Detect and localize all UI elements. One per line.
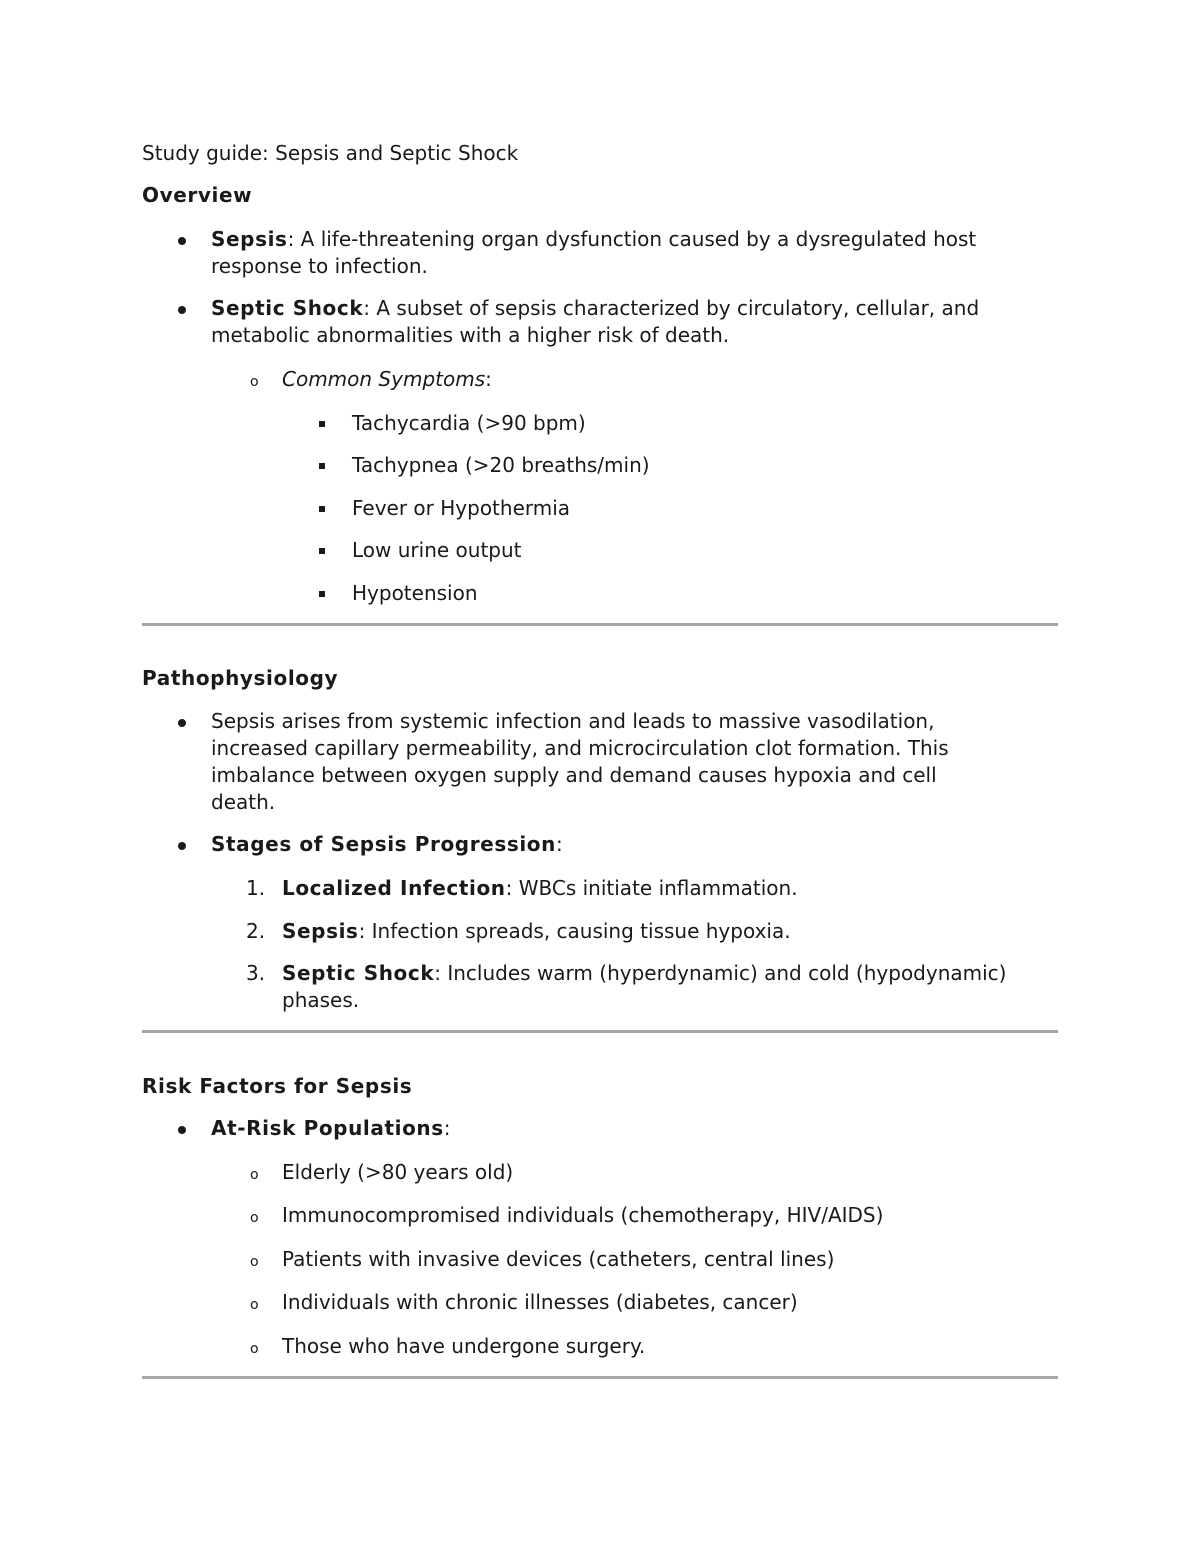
bullet-icon <box>178 719 186 727</box>
sepsis-definition-line1 <box>211 226 976 253</box>
at-risk-term: At-Risk Populations <box>211 1116 444 1140</box>
septic-shock-definition-line1 <box>211 295 979 322</box>
section-divider <box>142 1030 1058 1033</box>
risk-item: Patients with invasive devices (catheters, central lines) <box>282 1247 835 1271</box>
symptom-item: Tachypnea (>20 breaths/min) <box>352 453 650 477</box>
stage-number: 2. <box>246 919 266 943</box>
common-symptoms-italic: Common Symptoms <box>282 367 486 391</box>
stage-item <box>282 918 791 945</box>
sepsis-definition-text: : A life-threatening organ dysfunction caused by a dysregulated host <box>287 227 977 251</box>
symptom-item: Low urine output <box>352 538 522 562</box>
sepsis-definition-line2: response to infection. <box>211 254 428 278</box>
stage-item <box>282 875 798 902</box>
square-bullet-icon <box>319 591 325 597</box>
colon: : <box>555 832 563 856</box>
stage-term: Sepsis <box>282 919 359 943</box>
stage-term: Septic Shock <box>282 961 435 985</box>
septic-shock-definition-line2: metabolic abnormalities with a higher risk of death. <box>211 323 730 347</box>
risk-item: Elderly (>80 years old) <box>282 1160 514 1184</box>
circle-bullet-icon: o <box>250 1341 259 1357</box>
pathophysiology-paragraph-line: increased capillary permeability, and microcirculation clot formation. This <box>211 736 949 760</box>
circle-bullet-icon: o <box>250 1254 259 1270</box>
stage-term: Localized Infection <box>282 876 506 900</box>
stage-number: 1. <box>246 876 266 900</box>
stage-number: 3. <box>246 961 266 985</box>
circle-bullet-icon: o <box>250 1167 259 1183</box>
overview-heading: Overview <box>142 183 253 207</box>
document-title: Study guide: Sepsis and Septic Shock <box>142 141 519 165</box>
square-bullet-icon <box>319 421 325 427</box>
stages-label <box>211 831 563 858</box>
colon: : <box>485 367 492 391</box>
risk-item: Immunocompromised individuals (chemotherapy, HIV/AIDS) <box>282 1203 884 1227</box>
circle-bullet-icon: o <box>250 1297 259 1313</box>
sepsis-term: Sepsis <box>211 227 288 251</box>
septic-shock-term: Septic Shock <box>211 296 364 320</box>
colon: : <box>443 1116 451 1140</box>
symptom-item: Fever or Hypothermia <box>352 496 571 520</box>
pathophysiology-paragraph-line: imbalance between oxygen supply and demand causes hypoxia and cell <box>211 763 937 787</box>
pathophysiology-paragraph-line: Sepsis arises from systemic infection and leads to massive vasodilation, <box>211 709 935 733</box>
risk-factors-heading: Risk Factors for Sepsis <box>142 1074 413 1098</box>
circle-bullet-icon: o <box>250 1210 259 1226</box>
stage-text: : Includes warm (hyperdynamic) and cold (hypodynamic) <box>434 961 1007 985</box>
stages-term: Stages of Sepsis Progression <box>211 832 556 856</box>
bullet-icon <box>178 1126 186 1134</box>
square-bullet-icon <box>319 548 325 554</box>
septic-shock-definition-text: : A subset of sepsis characterized by circulatory, cellular, and <box>363 296 980 320</box>
common-symptoms-label <box>282 366 492 393</box>
square-bullet-icon <box>319 506 325 512</box>
stage-item-continuation: phases. <box>282 988 360 1012</box>
at-risk-populations-label <box>211 1115 451 1142</box>
section-divider <box>142 1376 1058 1379</box>
bullet-icon <box>178 306 186 314</box>
symptom-item: Tachycardia (>90 bpm) <box>352 411 586 435</box>
pathophysiology-heading: Pathophysiology <box>142 666 339 690</box>
stage-item <box>282 960 1006 987</box>
bullet-icon <box>178 842 186 850</box>
square-bullet-icon <box>319 463 325 469</box>
circle-bullet-icon: o <box>250 374 259 390</box>
symptom-item: Hypotension <box>352 581 478 605</box>
section-divider <box>142 623 1058 626</box>
stage-text: : Infection spreads, causing tissue hypoxia. <box>358 919 791 943</box>
risk-item: Those who have undergone surgery. <box>282 1334 646 1358</box>
risk-item: Individuals with chronic illnesses (diabetes, cancer) <box>282 1290 798 1314</box>
stage-text: : WBCs initiate inflammation. <box>505 876 798 900</box>
bullet-icon <box>178 237 186 245</box>
pathophysiology-paragraph-line: death. <box>211 790 276 814</box>
